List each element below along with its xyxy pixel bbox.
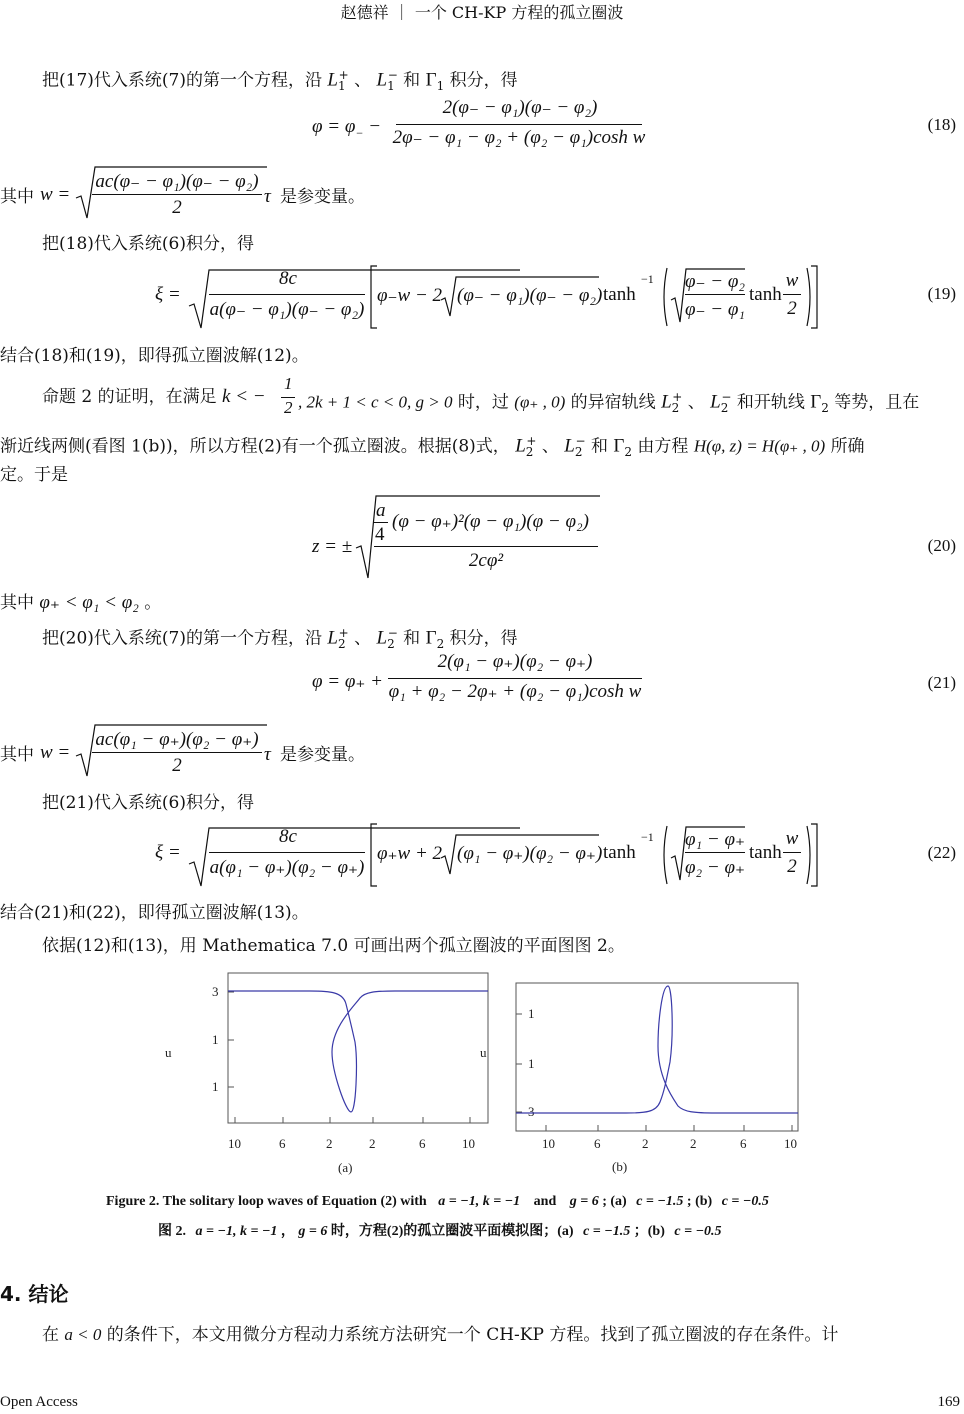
text: 的条件下，本文用微分方程动力系统方法研究一个 CH-KP 方程。找到了孤立圈波的存在条件。计 <box>106 1325 839 1345</box>
x-tick-label: 2 <box>642 1136 649 1151</box>
x-tick-label: 10 <box>784 1136 797 1151</box>
eq-lhs: $\varphi = \varphi_-$ − <box>312 116 382 140</box>
symbol: Γ <box>810 391 822 413</box>
eq-denominator: φ₁ + φ₂ − 2φ₊ + (φ₂ − φ₁)cosh w <box>388 681 642 702</box>
y-tick-label: 1 <box>528 1056 535 1071</box>
w-den: 2 <box>172 755 182 776</box>
inner-num: φ₁ − φ₊ <box>685 829 745 850</box>
half-den: 2 <box>284 398 293 417</box>
eq-rad-num: 8c <box>279 268 297 289</box>
paragraph: 把(18)代入系统(6)积分，得 <box>42 234 254 254</box>
math: g = 6 <box>298 1224 328 1239</box>
sup: + <box>338 626 349 640</box>
figure-caption-en <box>106 1194 769 1210</box>
eq-rad-den: a(φ₁ − φ₊)(φ₂ − φ₊) <box>209 857 365 878</box>
paragraph: 把(21)代入系统(6)积分，得 <box>42 793 254 813</box>
eq-lhs: z = ± <box>312 536 353 557</box>
figure-panel-b <box>476 982 806 1182</box>
panel-label: (b) <box>612 1159 628 1174</box>
equation-22 <box>155 820 825 890</box>
y-tick-label: 1 <box>528 1006 535 1021</box>
sub: 2 <box>337 637 346 652</box>
x-tick-label: 10 <box>462 1136 475 1151</box>
w-var: w = <box>40 742 71 763</box>
math: φ₊ < φ₁ < φ₂ <box>39 592 139 613</box>
paragraph: 结合(18)和(19)，即得孤立圈波解(12)。 <box>0 346 309 366</box>
and: 和 <box>403 628 421 649</box>
text: 是参变量。 <box>280 745 365 765</box>
symbol: L <box>710 391 721 413</box>
bracket-sqrt: (φ₁ − φ₊)(φ₂ − φ₊) <box>457 843 603 864</box>
eq-rad-den: a(φ₋ − φ₁)(φ₋ − φ₂) <box>209 299 365 320</box>
text: 在 <box>42 1325 59 1345</box>
sup: + <box>338 68 349 82</box>
text: 积分，得 <box>449 628 518 649</box>
w-var: w = <box>40 184 71 205</box>
equation-number: (18) <box>927 115 956 134</box>
y-tick-label: 1 <box>212 1079 219 1094</box>
text: ; (b) <box>686 1194 713 1209</box>
w-num: ac(φ₁ − φ₊)(φ₂ − φ₊) <box>95 729 259 750</box>
math: , 2k + 1 < c < 0, g > 0 <box>298 392 453 412</box>
text: 图 2. <box>158 1224 186 1239</box>
sup: −1 <box>641 830 654 844</box>
x-tick-label: 10 <box>228 1136 241 1151</box>
math: c = −0.5 <box>674 1224 722 1239</box>
x-tick-label: 6 <box>740 1136 747 1151</box>
math: k < − <box>222 386 266 407</box>
x-tick-label: 10 <box>542 1136 555 1151</box>
paragraph <box>42 386 266 408</box>
text: ；(b) <box>633 1224 665 1239</box>
y-tick-label: 3 <box>528 1104 535 1119</box>
symbol: L <box>564 435 575 457</box>
sub: 2 <box>387 637 395 652</box>
sub: 2 <box>436 637 445 652</box>
text: and <box>533 1194 557 1209</box>
eq-denominator: 2φ₋ − φ₁ − φ₂ + (φ₂ − φ₁)cosh w <box>392 127 646 148</box>
text: 等势，且在 <box>834 392 920 413</box>
math: g = 6 <box>569 1194 599 1209</box>
math: c = −1.5 <box>636 1194 684 1209</box>
eq-lhs: φ = φ₊ + <box>312 671 383 692</box>
sup: − <box>387 68 398 82</box>
text: ; (a) <box>602 1194 627 1209</box>
text: 是参变量。 <box>280 187 365 207</box>
tanh: tanh <box>603 842 636 863</box>
loop-wave-curve <box>228 991 488 1112</box>
den: 2cφ² <box>468 550 504 571</box>
tau: τ <box>264 744 271 765</box>
section-heading: 4. 结论 <box>0 1282 69 1306</box>
sub: 2 <box>574 445 583 460</box>
sep: 、 <box>687 392 705 413</box>
sub: 2 <box>624 445 633 460</box>
math: a = −1, k = −1 <box>438 1194 521 1209</box>
equation-number: (20) <box>927 536 956 555</box>
paragraph <box>0 430 865 463</box>
figure-caption-zh <box>158 1220 722 1240</box>
w-num: w <box>785 828 799 849</box>
eq-numerator: 2(φ₁ − φ₊)(φ₂ − φ₊) <box>437 651 593 672</box>
math: a < 0 <box>64 1325 102 1344</box>
sub: 1 <box>337 79 346 94</box>
x-tick-label: 6 <box>594 1136 601 1151</box>
text: 时，方程(2)的孤立圈波平面模拟图；(a) <box>330 1224 574 1239</box>
symbol: L <box>515 435 526 457</box>
text: 把(17)代入系统(7)的第一个方程，沿 <box>42 70 322 91</box>
text: 积分，得 <box>449 70 518 91</box>
sup: −1 <box>641 272 654 286</box>
text: 把(20)代入系统(7)的第一个方程，沿 <box>42 628 322 649</box>
paragraph <box>42 64 518 97</box>
text: 和开轨线 <box>736 392 805 413</box>
sep: 、 <box>354 70 372 91</box>
sub: 1 <box>387 79 395 94</box>
sub: 2 <box>720 401 729 416</box>
paragraph <box>42 1324 838 1346</box>
x-tick-label: 2 <box>326 1136 333 1151</box>
and: 和 <box>403 70 421 91</box>
w-num: ac(φ₋ − φ₁)(φ₋ − φ₂) <box>95 171 259 192</box>
y-tick-label: 3 <box>212 984 219 999</box>
tanh: tanh <box>749 842 782 863</box>
x-tick-label: 6 <box>419 1136 426 1151</box>
text: Figure 2. The solitary loop waves of Equation (2) with <box>106 1194 427 1209</box>
eq-numerator: 2(φ₋ − φ₁)(φ₋ − φ₂) <box>442 97 598 118</box>
paragraph <box>0 592 161 614</box>
inner-den: φ₂ − φ₊ <box>685 857 745 878</box>
y-tick-label: 1 <box>212 1032 219 1047</box>
footer-left: Open Access <box>0 1394 78 1410</box>
paragraph: 依据(12)和(13)，用 Mathematica 7.0 可画出两个孤立圈波的平面图图 2。 <box>42 936 625 956</box>
equation-20 <box>312 494 612 578</box>
text: ， <box>280 1224 295 1239</box>
running-header: 赵德祥 ｜ 一个 CH-KP 方程的孤立圈波 <box>340 3 624 22</box>
tanh: tanh <box>603 284 636 305</box>
symbol: Γ <box>425 69 437 91</box>
bracket-term: φ₊w + 2 <box>377 843 443 864</box>
w-den: 2 <box>172 197 182 218</box>
sub: 1 <box>436 79 445 94</box>
w-num: w <box>785 270 799 291</box>
page-number: 169 <box>937 1394 960 1410</box>
math: c = −1.5 <box>583 1224 631 1239</box>
num-rest: (φ − φ₊)²(φ − φ₁)(φ − φ₂) <box>392 511 589 532</box>
text: 渐近线两侧(看图 1(b))，所以方程(2)有一个孤立圈波。根据(8)式， <box>0 436 510 457</box>
loop-wave-curve <box>516 986 798 1113</box>
x-tick-label: 2 <box>369 1136 376 1151</box>
math: H(φ, z) = H(φ₊ , 0) <box>693 436 826 456</box>
symbol: L <box>376 627 388 649</box>
text: 的异宿轨线 <box>570 392 656 413</box>
inner-num: φ₋ − φ₂ <box>685 271 745 292</box>
math: a = −1, k = −1 <box>195 1224 278 1239</box>
paragraph: 定。于是 <box>0 465 68 485</box>
text: 所确 <box>830 436 865 457</box>
tanh: tanh <box>749 284 782 305</box>
panel-label: (a) <box>338 1160 353 1175</box>
equation-number: (22) <box>927 843 956 862</box>
sub: 2 <box>821 401 829 416</box>
sup: − <box>387 626 398 640</box>
figure-panel-a <box>160 972 490 1182</box>
symbol: L <box>327 69 338 91</box>
text: 其中 <box>0 745 34 765</box>
symbol: Γ <box>613 435 625 457</box>
text: 时，过 <box>457 392 509 413</box>
equation-18 <box>312 97 646 160</box>
equation-number: (21) <box>927 673 956 692</box>
y-axis-label: u <box>480 1045 487 1060</box>
w-den: 2 <box>787 298 797 319</box>
eq-rad-num: 8c <box>279 826 297 847</box>
sep: 、 <box>541 436 559 457</box>
num-4: 4 <box>375 524 385 545</box>
symbol: Γ <box>425 627 437 649</box>
sup: + <box>526 434 537 448</box>
eq-lhs: ξ = <box>155 842 181 863</box>
equation-19 <box>155 262 825 332</box>
sup: + <box>672 390 683 404</box>
symbol: L <box>661 391 672 413</box>
text: 命题 2 的证明，在满足 <box>42 387 217 407</box>
equation-number: (19) <box>927 284 956 303</box>
paragraph: 结合(21)和(22)，即得孤立圈波解(13)。 <box>0 903 309 923</box>
y-axis-label: u <box>165 1045 172 1060</box>
equation-21 <box>312 652 652 712</box>
math: (φ₊ , 0) <box>514 392 566 412</box>
half-num: 1 <box>284 374 293 393</box>
sub: 2 <box>671 401 680 416</box>
paragraph-cont <box>298 386 919 419</box>
tau: τ <box>264 186 271 207</box>
eq-lhs: ξ = <box>155 284 181 305</box>
and: 和 <box>590 436 608 457</box>
symbol: L <box>376 69 388 91</box>
inner-den: φ₋ − φ₁ <box>685 299 745 320</box>
x-tick-label: 2 <box>690 1136 697 1151</box>
text: 。 <box>144 593 162 613</box>
sep: 、 <box>354 628 372 649</box>
math: c = −0.5 <box>721 1194 769 1209</box>
bracket-term: φ₋w − 2 <box>377 285 443 306</box>
x-tick-label: 6 <box>279 1136 286 1151</box>
num-a: a <box>376 500 386 521</box>
text: 其中 <box>0 593 34 613</box>
sub: 2 <box>525 445 534 460</box>
bracket-sqrt: (φ₋ − φ₁)(φ₋ − φ₂) <box>457 285 603 306</box>
sup: − <box>721 390 732 404</box>
sup: − <box>575 434 586 448</box>
symbol: L <box>327 627 338 649</box>
w-den: 2 <box>787 856 797 877</box>
text: 其中 <box>0 187 34 207</box>
text: 由方程 <box>637 436 689 457</box>
